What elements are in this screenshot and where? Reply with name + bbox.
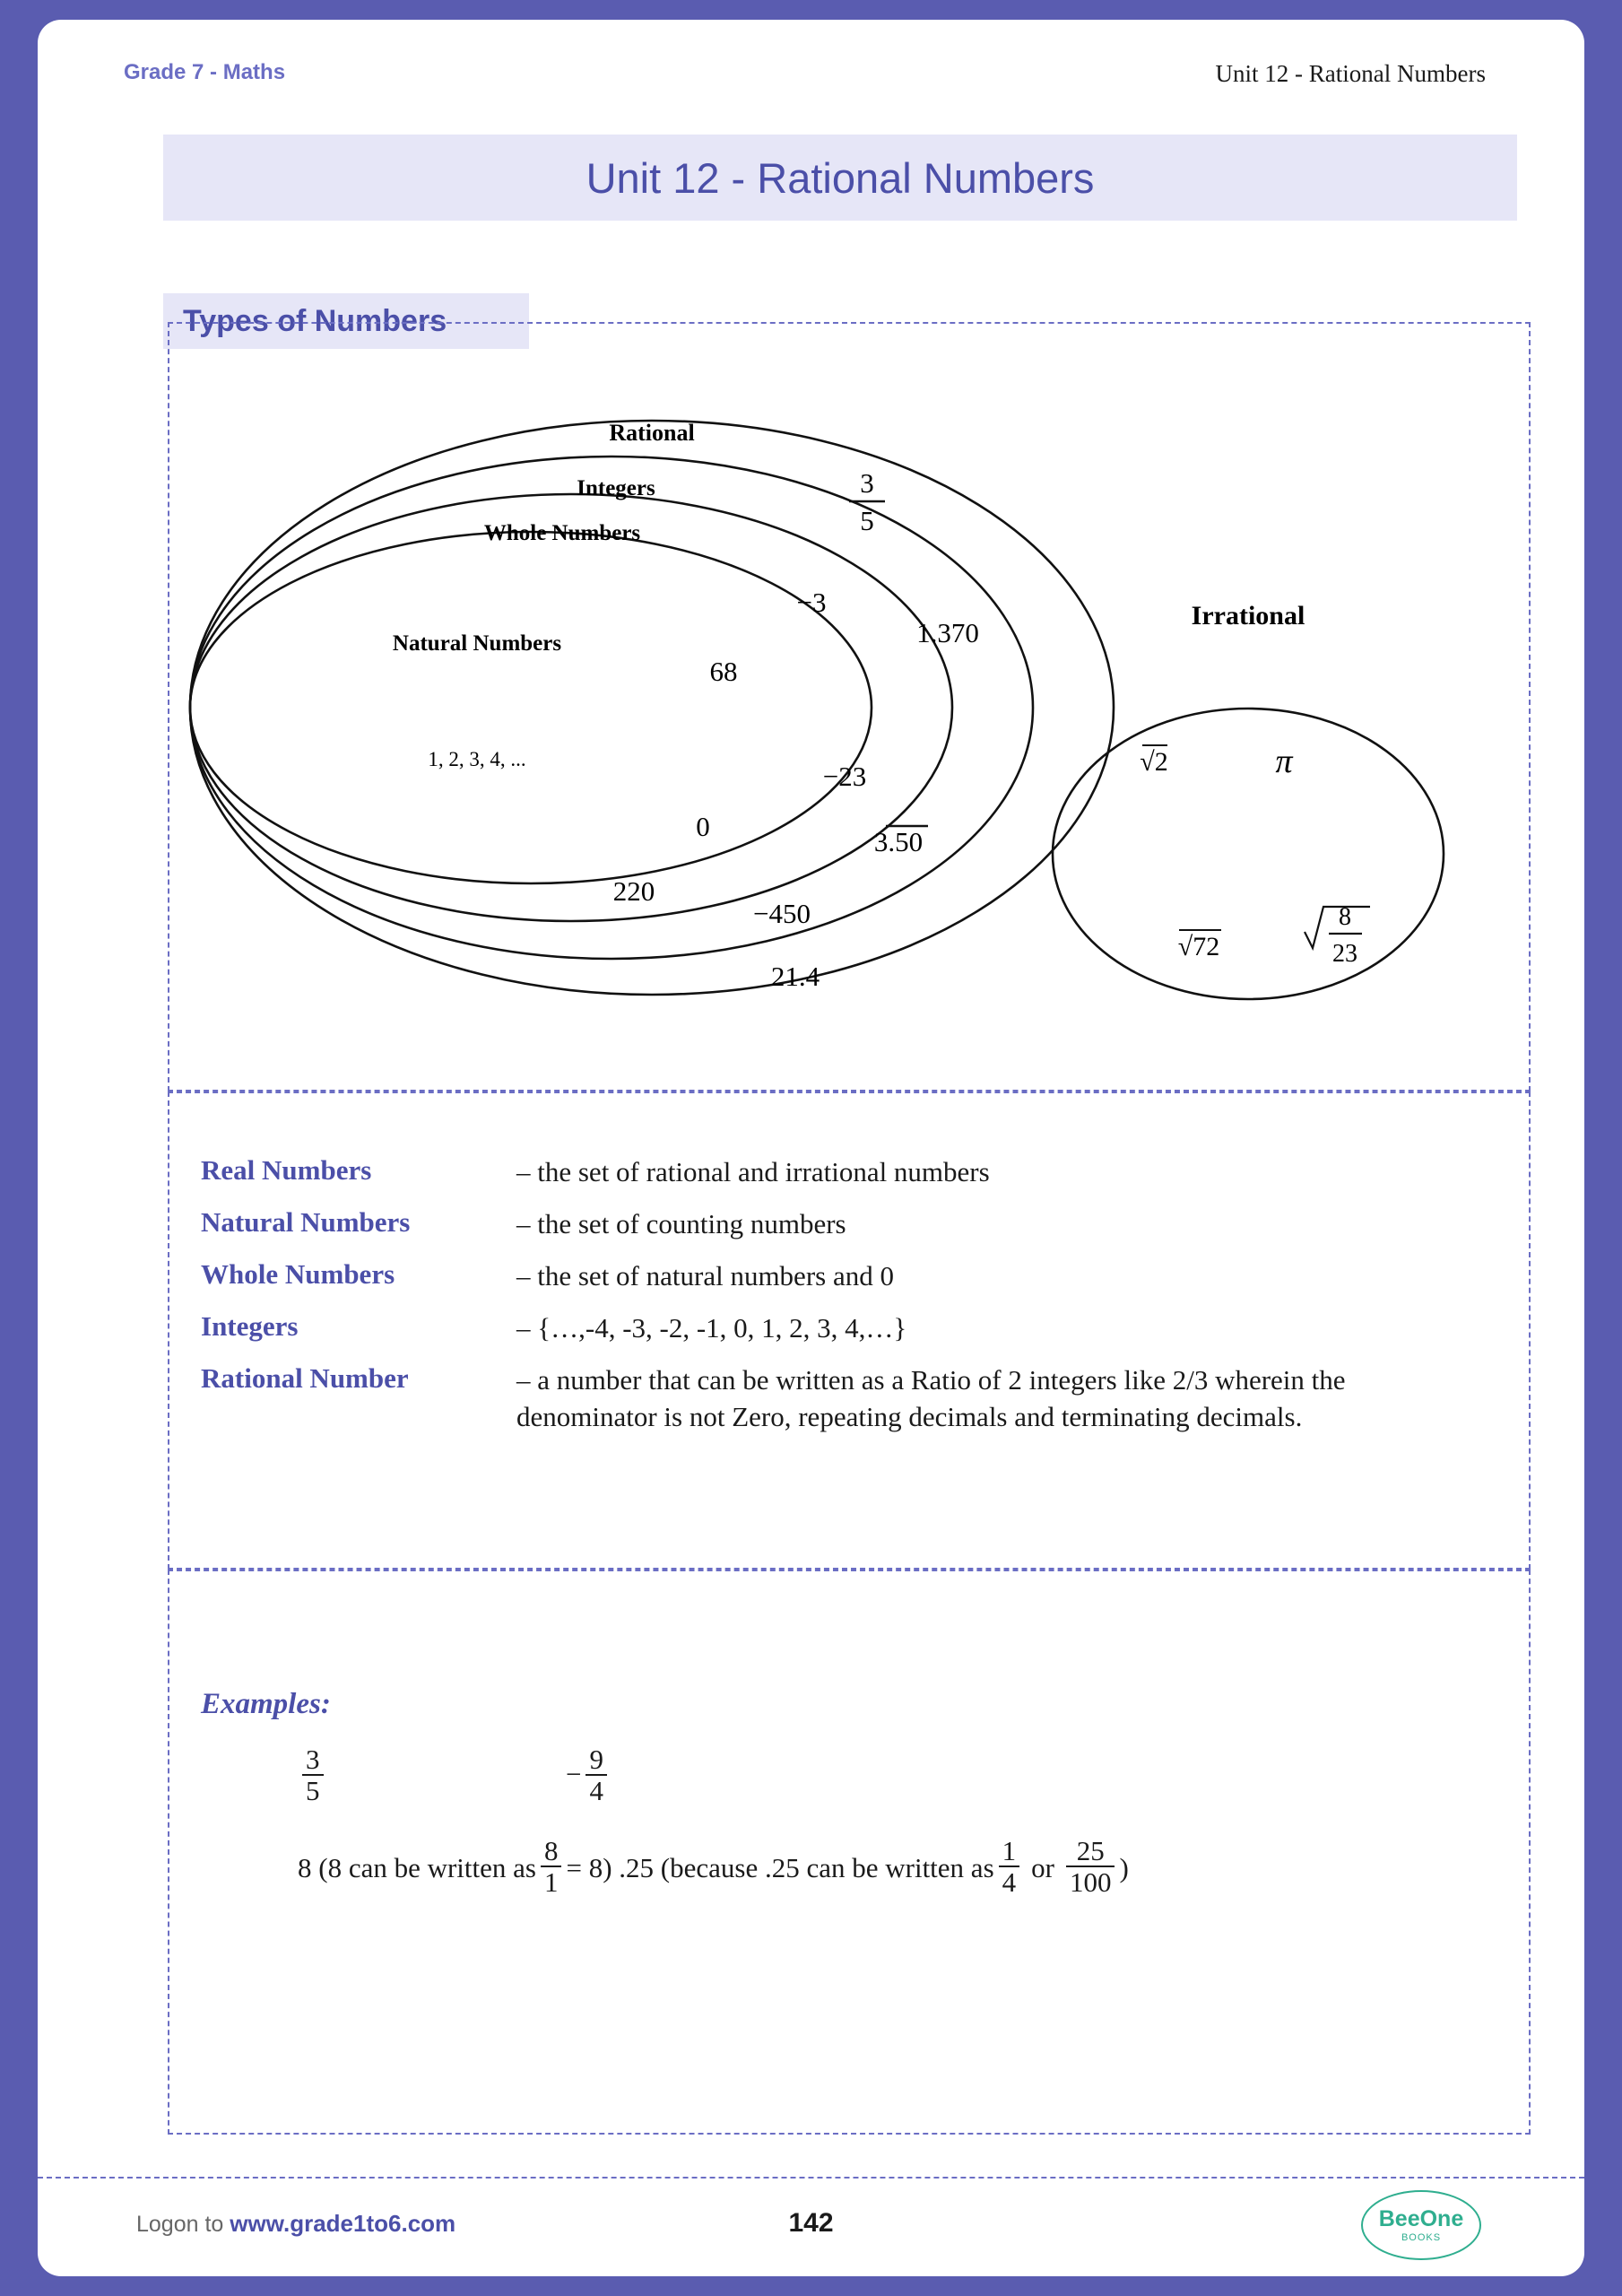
venn-member-neg23: −23	[822, 761, 867, 792]
venn-member-pi: π	[1275, 743, 1293, 780]
example-minus-sign: −	[566, 1758, 582, 1790]
footer-site-link[interactable]: www.grade1to6.com	[230, 2210, 456, 2237]
definition-term: Rational Number	[201, 1361, 409, 1394]
header-unit: Unit 12 - Rational Numbers	[1215, 60, 1486, 87]
example-text-or: or	[1031, 1852, 1054, 1883]
irrational-ellipse	[1053, 709, 1444, 999]
logo-subtitle: BOOKS	[1401, 2231, 1442, 2243]
footer-logon-prefix: Logon to	[136, 2212, 224, 2237]
venn-label-natural-numbers: Natural Numbers	[392, 631, 562, 656]
definition-row	[201, 1154, 1501, 1191]
worksheet-page	[38, 20, 1584, 2276]
whole-numbers-ellipse	[190, 494, 952, 921]
example-text-suffix: = 8)	[566, 1852, 612, 1883]
example-row-3	[619, 1823, 1129, 1913]
example-text-suffix: )	[1119, 1852, 1129, 1883]
venn-member-1370: 1.370	[916, 617, 979, 648]
venn-natural-members: 1, 2, 3, 4, ...	[428, 748, 526, 770]
venn-member-neg3: −3	[796, 587, 827, 618]
venn-member-3-50-repeating	[874, 826, 928, 857]
definition-term: Real Numbers	[201, 1154, 372, 1186]
definition-description: – the set of counting numbers	[516, 1207, 846, 1239]
footer-divider	[38, 2177, 1584, 2179]
venn-label-irrational: Irrational	[1191, 601, 1305, 631]
natural-numbers-ellipse	[190, 532, 872, 883]
example-text-prefix: 8 (8 can be written as	[298, 1852, 536, 1883]
venn-member-sqrt72: √72	[1177, 932, 1220, 961]
examples-heading: Examples:	[201, 1688, 331, 1720]
page-title: Unit 12 - Rational Numbers	[585, 153, 1095, 202]
beeone-books-logo	[1361, 2190, 1481, 2260]
venn-member-three-fifths-numerator: 3	[860, 467, 874, 499]
venn-member-sqrt2: √2	[1140, 747, 1168, 777]
svg-text:8: 8	[1339, 903, 1351, 931]
venn-member-21-4: 21.4	[770, 961, 820, 992]
venn-member-neg450: −450	[753, 898, 811, 929]
page-title-band	[163, 135, 1517, 221]
example-fraction-9-over-4: $\frac{9}{4}$	[585, 1744, 607, 1806]
venn-member-sqrt-8-over-23	[1305, 903, 1370, 968]
number-sets-venn-diagram	[168, 322, 1531, 1091]
svg-text:3.50: 3.50	[873, 826, 924, 857]
example-fraction-1-over-4: $\frac{1}{4}$	[999, 1836, 1020, 1898]
venn-label-integers: Integers	[577, 476, 655, 500]
venn-member-three-fifths-denominator: 5	[860, 505, 874, 536]
svg-text:23: 23	[1332, 940, 1357, 968]
definition-description: – the set of natural numbers and 0	[516, 1259, 894, 1292]
page-header	[38, 60, 1584, 96]
example-fraction-3-over-5: $\frac{3}{5}$	[302, 1744, 324, 1806]
definition-row	[201, 1362, 1501, 1436]
example-fraction-25-over-100: $\frac{25}{100}$	[1066, 1836, 1115, 1898]
definitions-list	[201, 1154, 1501, 1450]
rational-ellipse	[190, 421, 1114, 995]
section-label-text: Types of Numbers	[183, 303, 447, 338]
definition-row	[201, 1258, 1501, 1295]
definition-description: – a number that can be written as a Ratio of 2 integers like 2/3 wherein the denominator is not Zero, repeating decimals and terminating decimals.	[516, 1363, 1346, 1432]
example-fraction-8-over-1: $\frac{8}{1}$	[541, 1836, 562, 1898]
venn-label-rational: Rational	[609, 420, 695, 446]
venn-member-68: 68	[709, 656, 738, 687]
examples-list	[298, 1746, 1499, 1913]
venn-label-whole-numbers: Whole Numbers	[483, 521, 641, 545]
definition-description: – {…,-4, -3, -2, -1, 0, 1, 2, 3, 4,…}	[516, 1311, 907, 1344]
example-text-prefix: .25 (because .25 can be written as	[619, 1852, 994, 1883]
venn-member-0: 0	[696, 811, 710, 842]
header-grade-subject: Grade 7 - Maths	[124, 60, 286, 84]
definition-row	[201, 1206, 1501, 1243]
definition-term: Natural Numbers	[201, 1205, 411, 1238]
venn-member-220: 220	[612, 875, 655, 907]
definition-term: Whole Numbers	[201, 1257, 395, 1290]
logo-name: BeeOne	[1378, 2205, 1464, 2231]
definition-term: Integers	[201, 1309, 299, 1342]
definition-row	[201, 1310, 1501, 1347]
example-row-1	[298, 1746, 1499, 1823]
page-number: 142	[788, 2208, 834, 2238]
definition-description: – the set of rational and irrational numbers	[516, 1156, 990, 1187]
example-row-2	[298, 1823, 612, 1913]
